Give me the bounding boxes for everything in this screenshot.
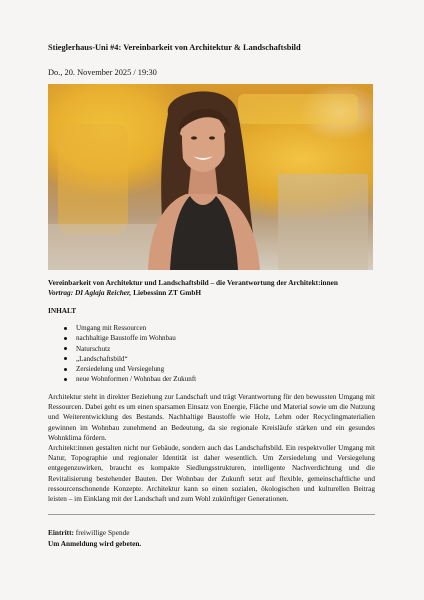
event-title: Stieglerhaus-Uni #4: Vereinbarkeit von Architektur & Landschaftsbild: [48, 43, 301, 52]
lecture-speaker: Vortrag: DI Aglaja Reicher,: [48, 288, 132, 297]
list-item: neue Wohnformen / Wohnbau der Zukunft: [76, 375, 197, 384]
description-paragraph-1: Architektur steht in direkter Beziehung zur Landschaft und trägt Verantwortung für den bewussten Umgang mit Ressourcen. Dabei geht es um einen sparsamen Einsatz von Energie, Fläche und Material sowie um die Nutzung und Weiterentwicklung des Bestands. Nachhaltige Baustoffe wie Holz, Lehm oder Recyclingmaterialien gewinnen im Wohnbau zunehmend an Bedeutung, da sie regionale Kreisläufe stärken und ein gesundes Wohnklima fördern.: [48, 393, 375, 442]
lecture-subheading: [48, 278, 378, 298]
entry-label: Eintritt:: [48, 528, 74, 537]
entry-line: [48, 527, 141, 538]
speaker-portrait-illustration: [48, 84, 373, 270]
description-paragraph-2: Architekt:innen gestalten nicht nur Gebäude, sondern auch das Landschaftsbild. Ein respektvoller Umgang mit Natur, Topographie und regionaler Identität ist daher wesentlich. Um Zersiedelung und Versiegelung entgegenzuwirken, braucht es kompakte Siedlungsstrukturen, intelligente Nachverdichtung und die Revitalisierung bestehender Bauten. Der Wohnbau der Zukunft setzt auf flexible, gemeinschaftliche und ressourcenschonende Konzepte. Architektur kann so einen sozialen, ökologischen und kulturellen Beitrag leisten – im Einklang mit der Landschaft und zum Wohl zukünftiger Generationen.: [48, 444, 375, 504]
list-item: Naturschutz: [76, 344, 196, 354]
lecture-speaker-line: [48, 288, 378, 298]
speaker-photo: [48, 84, 373, 270]
entry-info: [48, 527, 141, 549]
divider: [48, 514, 375, 515]
list-item: „Landschaftsbild“: [76, 354, 196, 364]
description-text: [48, 392, 375, 504]
registration-text: Um Anmeldung wird gebeten.: [48, 539, 142, 548]
registration-note: [48, 538, 141, 549]
lecture-heading: Vereinbarkeit von Architektur und Landschaftsbild – die Verantwortung der Architekt:innen: [48, 278, 338, 287]
list-item: nachhaltige Baustoffe im Wohnbau: [76, 333, 196, 343]
lecture-company: Liebessinn ZT GmbH: [133, 288, 202, 297]
contents-heading: INHALT: [48, 306, 77, 315]
event-date: Do., 20. November 2025 / 19:30: [48, 68, 157, 77]
list-item: Umgang mit Ressourcen: [76, 323, 196, 333]
entry-value: freiwillige Spende: [75, 528, 130, 537]
contents-list: [56, 323, 196, 385]
list-item: Zersiedelung und Versiegelung: [76, 364, 196, 374]
